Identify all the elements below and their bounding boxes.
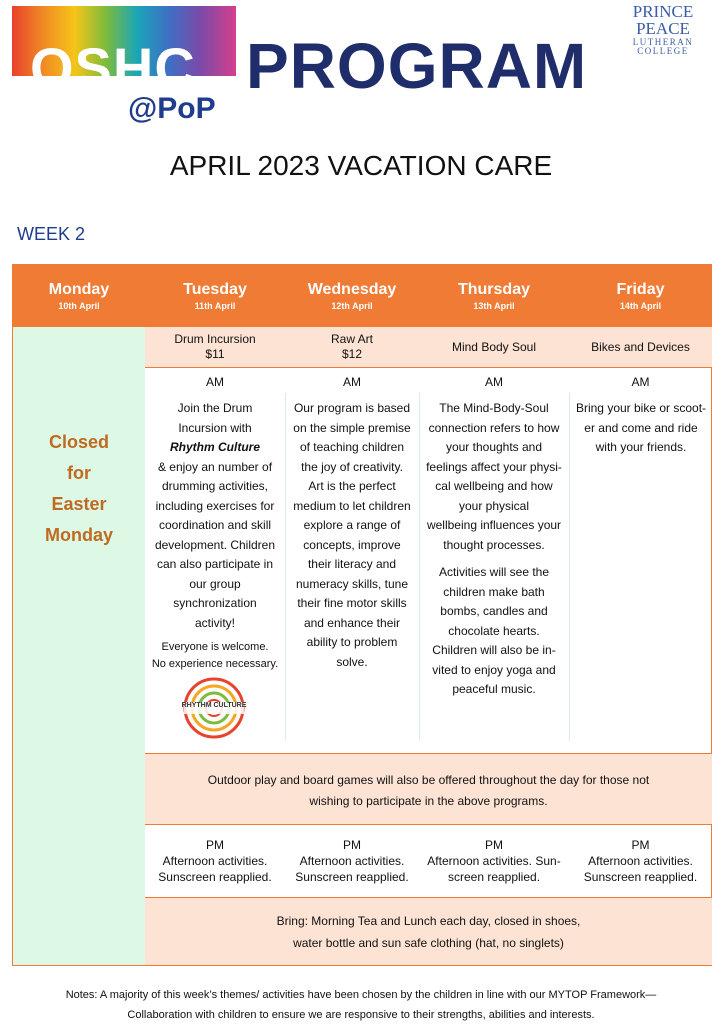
monday-column [13, 327, 145, 965]
day-header-tuesday: Tuesday 11th April [183, 281, 247, 311]
rhythm-culture-logo-text: RHYTHM CULTURE [181, 702, 247, 709]
am-label: AM [206, 375, 224, 389]
pm-wednesday: PM Afternoon activities. Sunscreen reapplied. [295, 838, 409, 884]
am-label: AM [485, 375, 503, 389]
program-wednesday: Raw Art $12 [330, 332, 373, 361]
college-logo: PRINCE PEACE LUTHERAN COLLEGE [632, 2, 694, 56]
page-title: PROGRAM [246, 30, 588, 102]
footer-notes: Notes: A majority of this week’s themes/ activities have been chosen by the children in line with our MYTOP Framework— Collaboration with children to ensure we are responsive to their strengths, abilities and interests. [65, 989, 657, 1021]
week-label: WEEK 2 [17, 224, 86, 244]
pm-thursday: PM Afternoon activities. Sun- screen reapplied. [427, 838, 561, 884]
column-divider [569, 393, 570, 741]
logo-text: OSHC [30, 36, 196, 99]
program-tuesday: Drum Incursion $11 [174, 332, 256, 361]
program-names-row [145, 327, 712, 368]
subtitle: APRIL 2023 VACATION CARE [169, 150, 553, 181]
day-header-wednesday: Wednesday 12th April [307, 281, 397, 311]
pm-friday: PM Afternoon activities. Sunscreen reapplied. [583, 838, 698, 884]
program-thursday: Mind Body Soul [451, 339, 537, 354]
outdoor-notice-row: Outdoor play and board games will also be offered throughout the day for those not wishing to participate in the above programs. [145, 753, 712, 825]
column-divider [419, 393, 420, 741]
pm-row [145, 825, 712, 897]
column-divider [285, 393, 286, 741]
am-label: AM [631, 375, 650, 389]
day-header-friday: Friday 14th April [616, 281, 665, 311]
day-header-row [13, 265, 711, 327]
wednesday-description: Our program is based on the simple premise of teaching children the joy of creativity. Art is the perfect medium to let children explore a range of concepts, improve their literacy and numeracy skills, tune their fine motor skills and enhance their ability to problem solve. [293, 401, 411, 669]
bring-row: Bring: Morning Tea and Lunch each day, closed in shoes, water bottle and sun safe clothing (hat, no singlets) [145, 897, 712, 965]
tuesday-description: Join the Drum Incursion with Rhythm Culture & enjoy an number of drumming activities, including exercises for coordination and skill development. Children can also participate in our group synchronization activity! Everyone is welcome. No experience necessary. [147, 399, 283, 673]
closed-notice: Closed for Easter Monday [44, 432, 113, 545]
tuesday-note: Everyone is welcome. No experience necessary. [151, 641, 279, 670]
am-label: AM [343, 375, 361, 389]
day-header-thursday: Thursday 13th April [457, 281, 530, 311]
day-header-monday: Monday 10th April [48, 281, 110, 311]
friday-description: Bring your bike or scoot- er and come and ride with your friends. [575, 401, 707, 454]
oshc-logo [12, 6, 236, 99]
schedule-table [12, 264, 712, 966]
program-friday: Bikes and Devices [591, 339, 690, 354]
thursday-description: The Mind-Body-Soul connection refers to how your thoughts and feelings affect your physi- cal wellbeing and how your physical wellbeing influences your thought processes. Activities will see the children make bath bombs, candles and chocolate hearts. Children will also be in- vited to enjoy yoga and peaceful music. [426, 401, 562, 696]
logo-sub: @PoP [128, 92, 216, 125]
pm-tuesday: PM Afternoon activities. Sunscreen reapplied. [158, 838, 272, 884]
